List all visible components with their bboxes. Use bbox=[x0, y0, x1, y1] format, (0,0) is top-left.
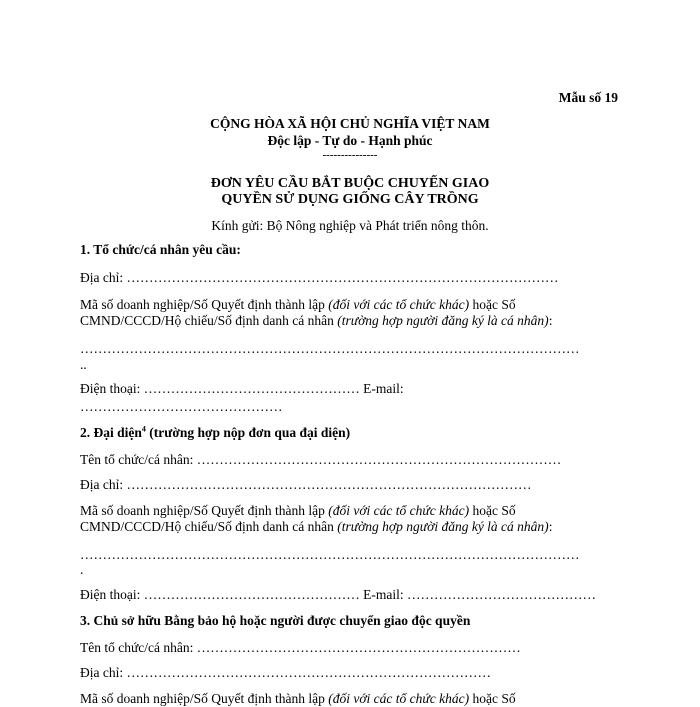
motto: Độc lập - Tự do - Hạnh phúc bbox=[267, 133, 433, 148]
section1-phone-email: Điện thoại: ………………………………………… E-mail: bbox=[80, 381, 404, 396]
section1-id-line2 bbox=[80, 312, 620, 329]
section1-id-line1 bbox=[80, 296, 620, 313]
section1-email-dots: ……………………………………… bbox=[80, 399, 283, 414]
section2-heading-label: 2. Đại diện bbox=[80, 425, 142, 440]
id-note: (đối với các tổ chức khác) bbox=[328, 297, 470, 312]
recipient: Kính gửi: Bộ Nông nghiệp và Phát triển nông thôn. bbox=[211, 218, 489, 233]
section1-heading: 1. Tổ chức/cá nhân yêu cầu: bbox=[80, 242, 241, 257]
section2-id-dots: ………………………………………………………………………………………………… bbox=[80, 547, 580, 562]
header-divider: --------------- bbox=[322, 149, 378, 161]
id-note: (trường hợp người đăng ký là cá nhân) bbox=[337, 313, 549, 328]
id-label: CMND/CCCD/Hộ chiếu/Số định danh cá nhân bbox=[80, 519, 338, 534]
footnote-ref: 4 bbox=[141, 424, 146, 434]
section3-address: Địa chỉ: ……………………………………………………………………… bbox=[80, 665, 491, 680]
id-label-tail: : bbox=[548, 313, 553, 328]
section2-heading-note: (trường hợp nộp đơn qua đại diện) bbox=[145, 425, 351, 440]
section2-id-line1 bbox=[80, 502, 620, 519]
section2-id-line2 bbox=[80, 518, 620, 535]
id-note: (đối với các tổ chức khác) bbox=[328, 503, 470, 518]
section1-id-dots: ………………………………………………………………………………………………… bbox=[80, 341, 580, 356]
form-number: Mẫu số 19 bbox=[558, 90, 618, 105]
id-note: (trường hợp người đăng ký là cá nhân) bbox=[337, 519, 549, 534]
id-label-tail: hoặc Số bbox=[469, 691, 516, 706]
section3-name: Tên tổ chức/cá nhân: ……………………………………………………………… bbox=[80, 640, 521, 655]
section2-name: Tên tổ chức/cá nhân: ……………………………………………………………………… bbox=[80, 452, 562, 467]
section1-address: Địa chỉ: …………………………………………………………………………………… bbox=[80, 270, 559, 285]
section1-id-dots-tail: .. bbox=[80, 357, 87, 372]
id-label: Mã số doanh nghiệp/Số Quyết định thành lập bbox=[80, 503, 329, 518]
section2-phone-email: Điện thoại: ………………………………………… E-mail: …………………………………… bbox=[80, 587, 596, 602]
country-name: CỘNG HÒA XÃ HỘI CHỦ NGHĨA VIỆT NAM bbox=[210, 116, 490, 131]
section3-heading: 3. Chủ sở hữu Bằng bảo hộ hoặc người được chuyển giao độc quyền bbox=[80, 613, 471, 628]
section2-address: Địa chỉ: ……………………………………………………………………………… bbox=[80, 477, 532, 492]
id-note: (đối với các tổ chức khác) bbox=[328, 691, 470, 706]
id-label: CMND/CCCD/Hộ chiếu/Số định danh cá nhân bbox=[80, 313, 338, 328]
id-label-tail: hoặc Số bbox=[469, 503, 516, 518]
form-title-line2: QUYỀN SỬ DỤNG GIỐNG CÂY TRỒNG bbox=[221, 192, 479, 207]
id-label-tail: hoặc Số bbox=[469, 297, 516, 312]
section3-id-line1 bbox=[80, 690, 620, 707]
id-label-tail: : bbox=[548, 519, 553, 534]
id-label: Mã số doanh nghiệp/Số Quyết định thành lập bbox=[80, 691, 329, 706]
id-label: Mã số doanh nghiệp/Số Quyết định thành lập bbox=[80, 297, 329, 312]
section2-id-dots-tail: . bbox=[80, 562, 84, 577]
section2-heading bbox=[80, 424, 620, 441]
form-title-line1: ĐƠN YÊU CẦU BẮT BUỘC CHUYỂN GIAO bbox=[210, 176, 490, 191]
